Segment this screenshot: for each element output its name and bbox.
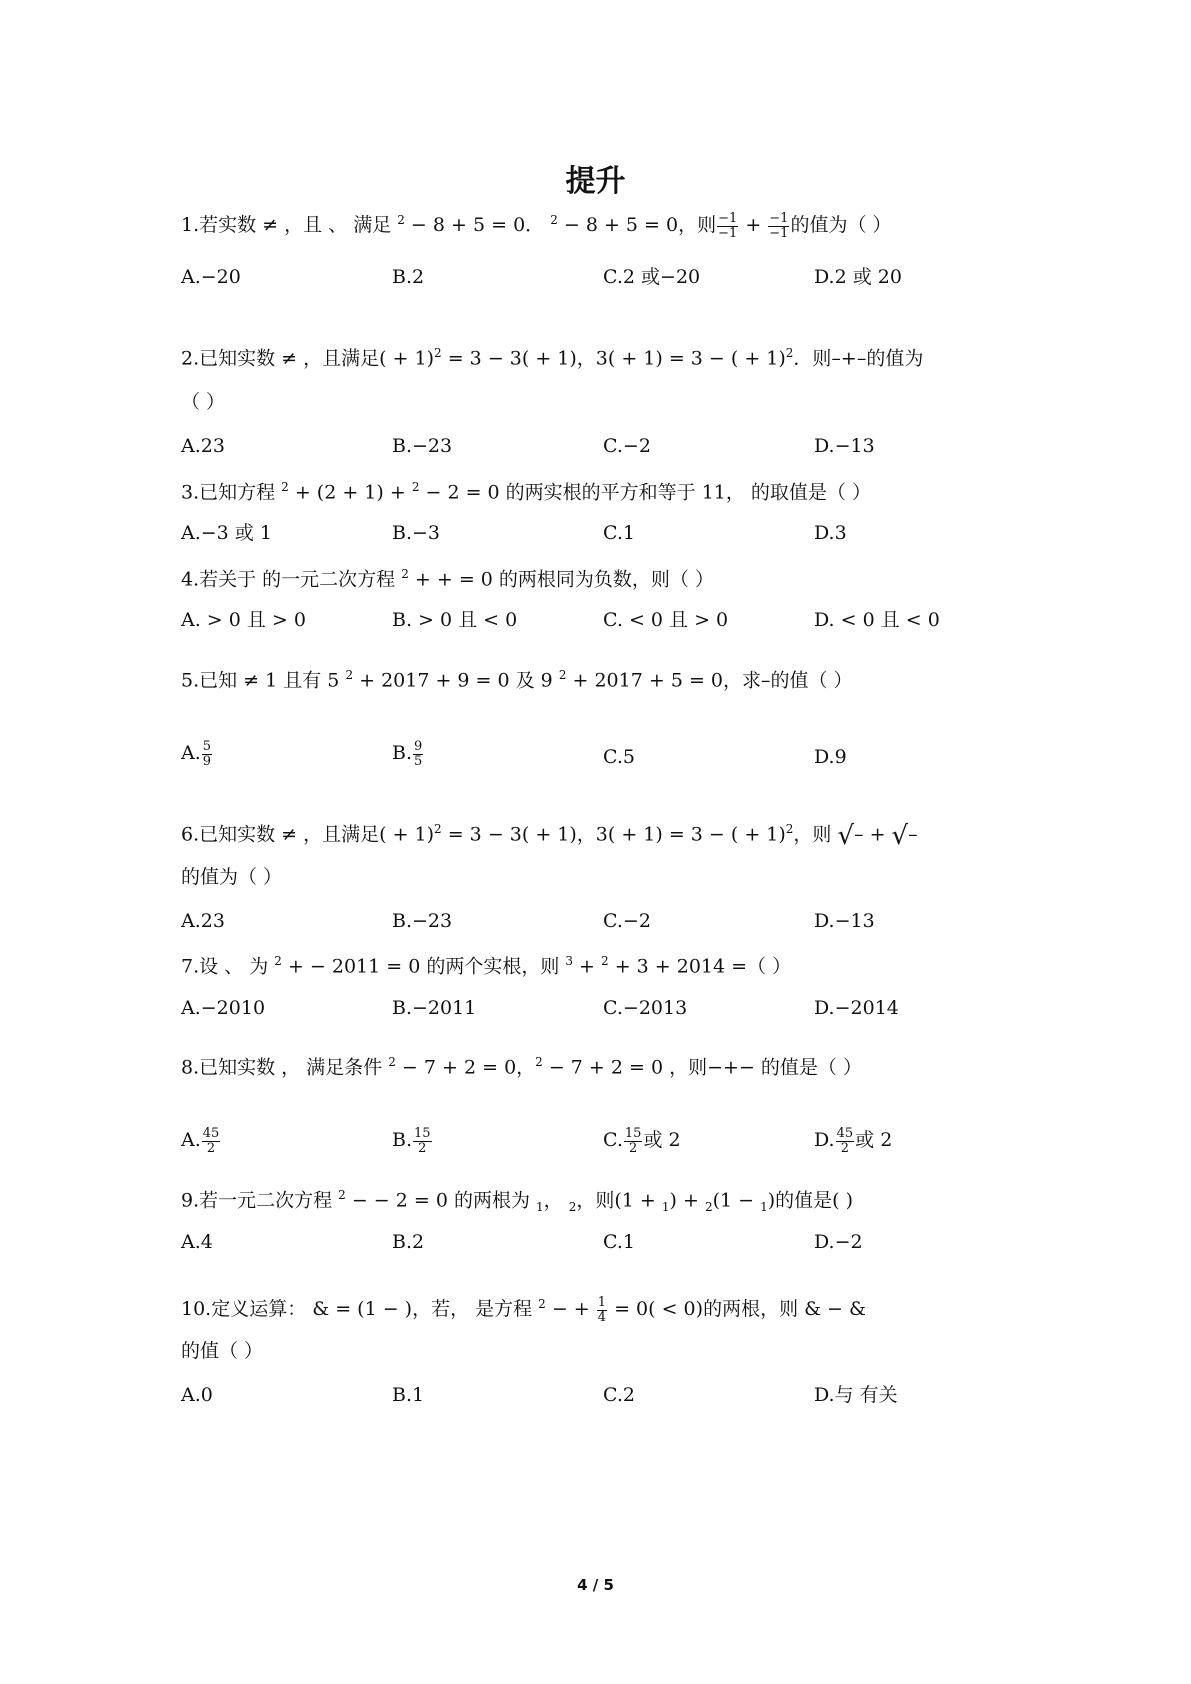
option-c: C. $\frac{15}{2}$ 或 2 xyxy=(603,1126,681,1156)
question-4: 4.若关于 的一元二次方程 $^2$ + + = 0 的两根同为负数，则（ ） xyxy=(181,567,714,591)
fraction: $\frac{9}{5}$ xyxy=(414,739,423,769)
option-d: D.−13 xyxy=(814,910,875,932)
page-title: 提升 xyxy=(565,164,626,199)
options-9 xyxy=(181,1233,1031,1259)
fraction: $\frac{45}{2}$ xyxy=(202,1126,220,1156)
fraction: $\frac{1}{4}$ xyxy=(597,1295,607,1325)
question-2: 2.已知实数 ≠ ，且满足( + 1)$^2$ = 3 − 3( + 1)，3( + 1) = 3 − ( + 1)$^2$．则–+–的值为 xyxy=(181,346,924,370)
option-b: B. > 0 且 < 0 xyxy=(392,609,518,631)
options-2 xyxy=(181,437,1031,463)
options-5 xyxy=(181,739,1031,769)
options-4 xyxy=(181,611,1031,637)
question-1: 1.若实数 ≠ ，且 、 满足 $^2$ − 8 + 5 = 0． $^2$ − 8 + 5 = 0，则 $\frac{-1}{-1}$ + $\frac{-1}{-1}$ 的值为（ ） xyxy=(181,211,892,241)
fraction: $\frac{5}{9}$ xyxy=(202,739,212,769)
option-b: B.1 xyxy=(392,1384,425,1406)
question-5: 5.已知 ≠ 1 且有 5 $^2$ + 2017 + 9 = 0 及 9 $^2$ + 2017 + 5 = 0，求–的值（ ） xyxy=(181,668,853,692)
option-d: D.3 xyxy=(814,522,847,544)
question-7: 7.设 、 为 $^2$ + − 2011 = 0 的两个实根，则 $^3$ + $^2$ + 3 + 2014 =（ ） xyxy=(181,954,792,978)
option-d: D.−13 xyxy=(814,435,875,457)
option-b: B. $\frac{15}{2}$ xyxy=(392,1126,431,1156)
option-d: D.−2014 xyxy=(814,997,899,1019)
option-a: A.4 xyxy=(181,1231,213,1253)
option-d: D.9 xyxy=(814,746,847,768)
option-c: C.−2 xyxy=(603,910,651,932)
options-7 xyxy=(181,999,1031,1025)
option-c: C.−2 xyxy=(603,435,651,457)
fraction: $\frac{15}{2}$ xyxy=(414,1126,431,1156)
page-number: 4 / 5 xyxy=(577,1576,614,1594)
option-c: C.2 或−20 xyxy=(603,266,701,288)
option-a: A. $\frac{5}{9}$ xyxy=(181,739,212,769)
option-b: B.2 xyxy=(392,266,425,288)
question-6-line-2: 的值为（ ） xyxy=(181,866,283,888)
question-2-line-2: （ ） xyxy=(181,391,226,413)
option-a: A.−20 xyxy=(181,266,241,288)
option-d: D.−2 xyxy=(814,1231,863,1253)
option-d: D. $\frac{45}{2}$ 或 2 xyxy=(814,1126,893,1156)
option-a: A.23 xyxy=(181,435,225,457)
question-9: 9.若一元二次方程 $^2$ − − 2 = 0 的两根为 $_1$， $_2$，则(1 + $_1$) + $_2$(1 − $_1$)的值是( ) xyxy=(181,1188,853,1215)
option-d: D.与 有关 xyxy=(814,1384,898,1406)
option-b: B.−3 xyxy=(392,522,441,544)
fraction: $\frac{-1}{-1}$ xyxy=(769,211,789,241)
option-b: B.−2011 xyxy=(392,997,477,1019)
option-a: A. $\frac{45}{2}$ xyxy=(181,1126,220,1156)
option-a: A. > 0 且 > 0 xyxy=(181,609,306,631)
option-c: C.1 xyxy=(603,522,635,544)
options-1 xyxy=(181,268,1031,294)
option-c: C. < 0 且 > 0 xyxy=(603,609,729,631)
option-d: D.2 或 20 xyxy=(814,266,902,288)
question-6: 6.已知实数 ≠ ，且满足( + 1)$^2$ = 3 − 3( + 1)，3( + 1) = 3 − ( + 1)$^2$，则 √– + √– xyxy=(181,821,918,852)
question-10: 10.定义运算： & = (1 − )，若， 是方程 $^2$ − + $\frac{1}{4}$ = 0( < 0)的两根，则 & − & xyxy=(181,1295,866,1325)
option-a: A.23 xyxy=(181,910,225,932)
sqrt-symbol: √ xyxy=(891,821,909,852)
options-6 xyxy=(181,912,1031,938)
options-10 xyxy=(181,1386,1031,1412)
fraction: $\frac{45}{2}$ xyxy=(836,1126,854,1156)
option-b: B.−23 xyxy=(392,910,453,932)
question-3: 3.已知方程 $^2$ + (2 + 1) + $^2$ − 2 = 0 的两实根的平方和等于 11， 的取值是（ ） xyxy=(181,480,871,504)
fraction: $\frac{-1}{-1}$ xyxy=(718,211,738,241)
fraction: $\frac{15}{2}$ xyxy=(624,1126,642,1156)
option-b: B.−23 xyxy=(392,435,453,457)
option-c: C.−2013 xyxy=(603,997,688,1019)
question-8: 8.已知实数 ， 满足条件 $^2$ − 7 + 2 = 0，$^2$ − 7 + 2 = 0 ，则−+− 的值是（ ） xyxy=(181,1055,862,1079)
sqrt-symbol: √ xyxy=(837,821,855,852)
option-a: A.−3 或 1 xyxy=(181,522,272,544)
option-a: A.−2010 xyxy=(181,997,266,1019)
option-b: B. $\frac{9}{5}$ xyxy=(392,739,423,769)
option-b: B.2 xyxy=(392,1231,425,1253)
option-a: A.0 xyxy=(181,1384,213,1406)
option-d: D. < 0 且 < 0 xyxy=(814,609,940,631)
option-c: C.2 xyxy=(603,1384,635,1406)
options-3 xyxy=(181,524,1031,550)
option-c: C.5 xyxy=(603,746,635,768)
option-c: C.1 xyxy=(603,1231,635,1253)
options-8 xyxy=(181,1126,1031,1156)
question-10-line-2: 的值（ ） xyxy=(181,1340,264,1362)
